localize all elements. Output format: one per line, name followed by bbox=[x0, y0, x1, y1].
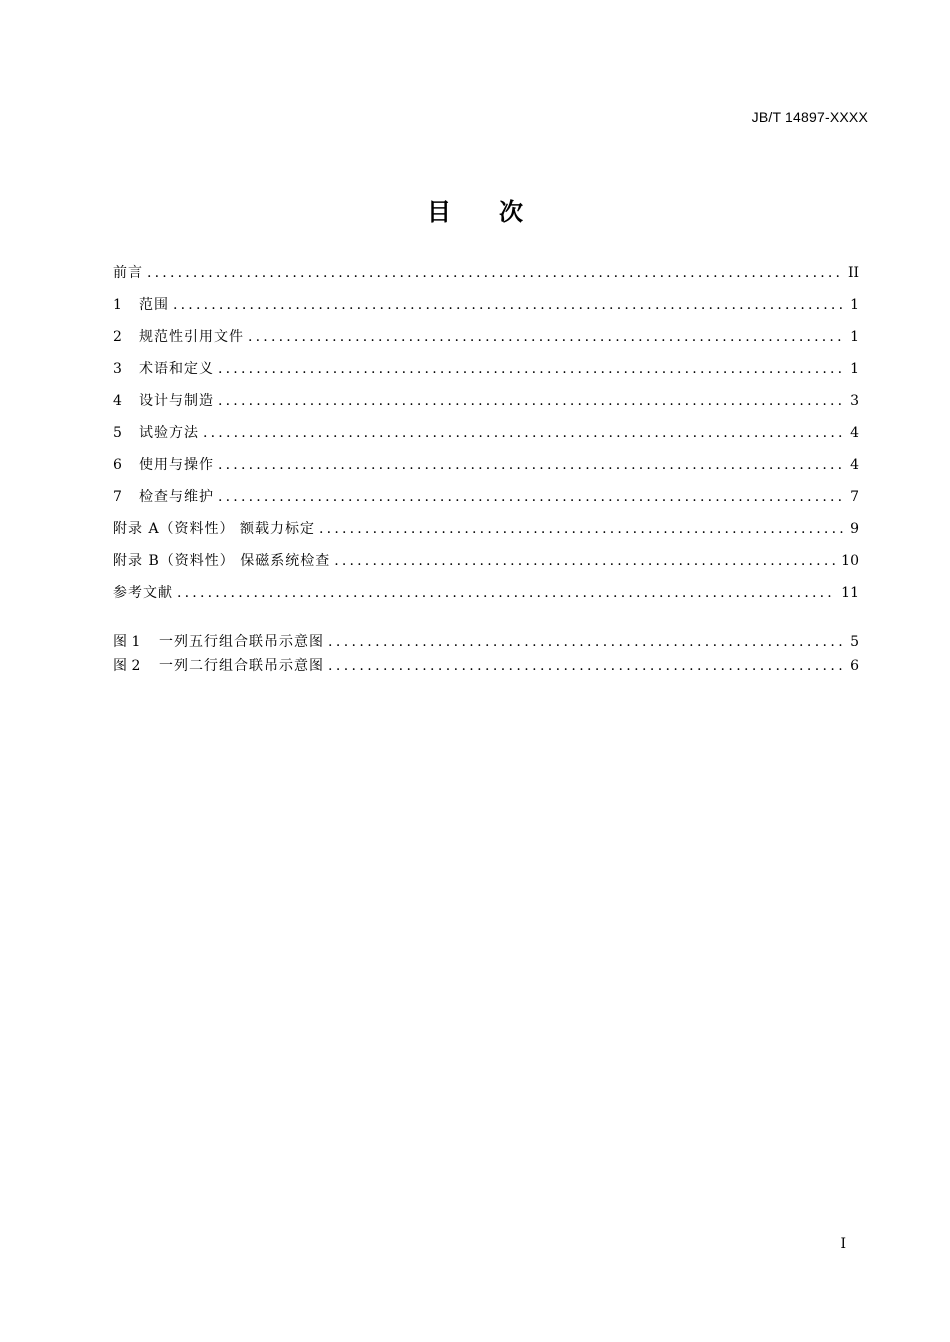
table-of-contents bbox=[113, 263, 859, 615]
figure-entry-label: 一列五行组合联吊示意图 bbox=[159, 634, 324, 650]
toc-entry-page: 7 bbox=[850, 489, 859, 505]
toc-entry-inspection-maintenance[interactable] bbox=[113, 487, 859, 519]
page-title bbox=[0, 192, 950, 227]
figure-entry-number: 图 2 bbox=[113, 658, 141, 674]
leader-dots bbox=[218, 455, 844, 475]
toc-entry-label: 范围 bbox=[139, 297, 169, 313]
leader-dots bbox=[177, 583, 835, 603]
toc-entry-number: 3 bbox=[113, 361, 122, 377]
toc-entry-test-methods[interactable] bbox=[113, 423, 859, 455]
toc-entry-label: 试验方法 bbox=[139, 425, 199, 441]
toc-entry-page: 1 bbox=[850, 329, 859, 345]
toc-entry-terms-definitions[interactable] bbox=[113, 359, 859, 391]
leader-dots bbox=[218, 487, 844, 507]
figure-entry-page: 6 bbox=[850, 658, 859, 674]
figure-entry-1[interactable] bbox=[113, 632, 859, 656]
page-number: I bbox=[840, 1236, 846, 1252]
toc-entry-page: 3 bbox=[850, 393, 859, 409]
toc-entry-foreword[interactable] bbox=[113, 263, 859, 295]
toc-entry-number: 5 bbox=[113, 425, 122, 441]
toc-entry-page: 10 bbox=[841, 553, 859, 569]
toc-entry-label: 附录 B（资料性） 保磁系统检查 bbox=[113, 553, 331, 569]
toc-entry-bibliography[interactable] bbox=[113, 583, 859, 615]
leader-dots bbox=[334, 551, 835, 571]
toc-entry-annex-b[interactable] bbox=[113, 551, 859, 583]
toc-entry-number: 2 bbox=[113, 329, 122, 345]
figure-entry-label: 一列二行组合联吊示意图 bbox=[159, 658, 324, 674]
toc-entry-number: 4 bbox=[113, 393, 122, 409]
list-of-figures bbox=[113, 632, 859, 680]
toc-entry-page: 9 bbox=[850, 521, 859, 537]
leader-dots bbox=[218, 391, 844, 411]
toc-entry-page: 1 bbox=[850, 361, 859, 377]
toc-entry-number: 1 bbox=[113, 297, 122, 313]
toc-entry-label: 附录 A（资料性） 额载力标定 bbox=[113, 521, 316, 537]
standard-code: JB/T 14897-XXXX bbox=[751, 109, 868, 125]
toc-entry-page: 4 bbox=[850, 425, 859, 441]
leader-dots bbox=[328, 632, 844, 652]
toc-entry-label: 规范性引用文件 bbox=[139, 329, 244, 345]
figure-entry-number: 图 1 bbox=[113, 634, 141, 650]
toc-entry-number: 6 bbox=[113, 457, 122, 473]
figure-entry-2[interactable] bbox=[113, 656, 859, 680]
leader-dots bbox=[173, 295, 844, 315]
toc-entry-label: 术语和定义 bbox=[139, 361, 214, 377]
toc-entry-label: 设计与制造 bbox=[139, 393, 214, 409]
toc-entry-number: 7 bbox=[113, 489, 122, 505]
toc-entry-label: 前言 bbox=[113, 265, 143, 281]
leader-dots bbox=[319, 519, 844, 539]
toc-entry-page: 1 bbox=[850, 297, 859, 313]
toc-entry-scope[interactable] bbox=[113, 295, 859, 327]
toc-entry-label: 参考文献 bbox=[113, 585, 173, 601]
toc-entry-annex-a[interactable] bbox=[113, 519, 859, 551]
leader-dots bbox=[328, 656, 844, 676]
title-char-2: 次 bbox=[499, 198, 523, 226]
toc-entry-label: 检查与维护 bbox=[139, 489, 214, 505]
toc-entry-normative-references[interactable] bbox=[113, 327, 859, 359]
figure-entry-page: 5 bbox=[850, 634, 859, 650]
leader-dots bbox=[203, 423, 844, 443]
leader-dots bbox=[248, 327, 844, 347]
title-char-1: 目 bbox=[427, 198, 451, 226]
toc-entry-label: 使用与操作 bbox=[139, 457, 214, 473]
toc-entry-design-manufacture[interactable] bbox=[113, 391, 859, 423]
toc-entry-page: 4 bbox=[850, 457, 859, 473]
toc-entry-page: 11 bbox=[841, 585, 859, 601]
leader-dots bbox=[218, 359, 844, 379]
toc-entry-page: II bbox=[847, 265, 859, 281]
toc-entry-use-operation[interactable] bbox=[113, 455, 859, 487]
leader-dots bbox=[147, 263, 842, 283]
